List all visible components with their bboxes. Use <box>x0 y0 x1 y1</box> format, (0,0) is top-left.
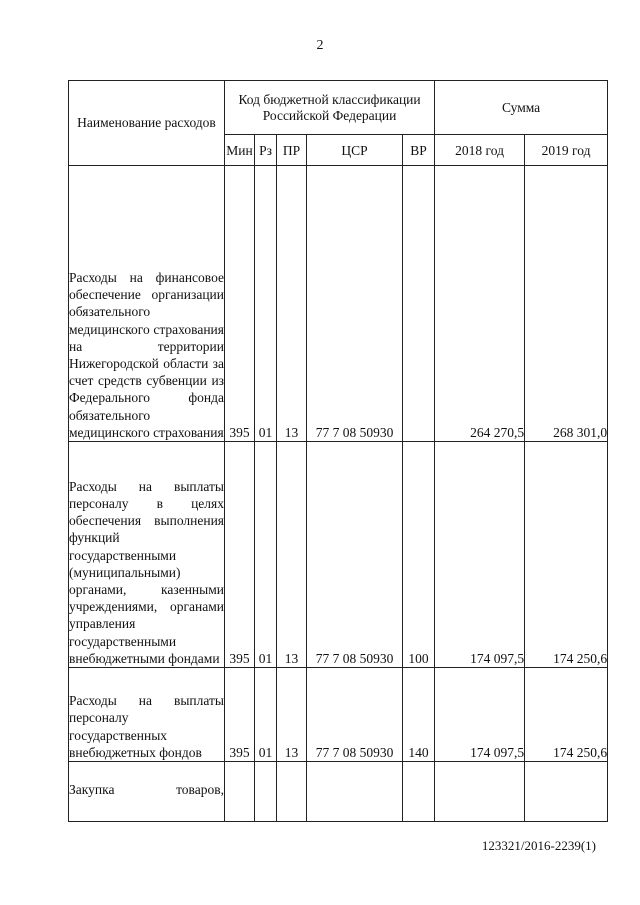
header-2018: 2018 год <box>435 135 525 166</box>
row-vr <box>403 166 435 442</box>
header-rz: Рз <box>255 135 277 166</box>
row-min <box>225 762 255 822</box>
row-vr <box>403 762 435 822</box>
header-sum-group: Сумма <box>435 81 608 135</box>
header-code-group: Код бюджетной классификации Российской Федерации <box>225 81 435 135</box>
row-vr: 100 <box>403 442 435 668</box>
row-vr: 140 <box>403 668 435 762</box>
budget-table <box>68 80 608 822</box>
row-rz: 01 <box>255 166 277 442</box>
row-min: 395 <box>225 166 255 442</box>
row-pr: 13 <box>277 166 307 442</box>
header-vr: ВР <box>403 135 435 166</box>
row-pr <box>277 762 307 822</box>
document-footer-code: 123321/2016-2239(1) <box>481 838 596 853</box>
header-min: Мин <box>225 135 255 166</box>
table-row <box>69 166 608 442</box>
row-2018: 174 097,5 <box>435 442 525 668</box>
row-min: 395 <box>225 442 255 668</box>
row-csr: 77 7 08 50930 <box>307 442 403 668</box>
row-name: Закупка товаров, <box>69 762 225 822</box>
row-2019: 174 250,6 <box>525 668 608 762</box>
row-2018 <box>435 762 525 822</box>
page-number: 2 <box>316 38 324 53</box>
row-rz: 01 <box>255 442 277 668</box>
table-row <box>69 762 608 822</box>
row-pr: 13 <box>277 442 307 668</box>
header-2019: 2019 год <box>525 135 608 166</box>
row-csr: 77 7 08 50930 <box>307 668 403 762</box>
row-2019 <box>525 762 608 822</box>
row-rz <box>255 762 277 822</box>
table-row <box>69 442 608 668</box>
row-csr: 77 7 08 50930 <box>307 166 403 442</box>
row-min: 395 <box>225 668 255 762</box>
row-2019: 268 301,0 <box>525 166 608 442</box>
header-pr: ПР <box>277 135 307 166</box>
table-row <box>69 668 608 762</box>
row-rz: 01 <box>255 668 277 762</box>
row-name: Расходы на выплаты персоналу в целях обеспечения выполнения функций государственными (муниципальными) органами, казенными учреждениями, органами управления государственными внебюджетными фондами <box>69 442 225 668</box>
header-csr: ЦСР <box>307 135 403 166</box>
row-csr <box>307 762 403 822</box>
row-name: Расходы на финансовое обеспечение организации обязательного медицинского страхования на территории Нижегородской области за счет средств субвенции из Федерального фонда обязательного медицинского страхования <box>69 166 225 442</box>
header-name: Наименование расходов <box>69 81 225 166</box>
row-2019: 174 250,6 <box>525 442 608 668</box>
row-2018: 264 270,5 <box>435 166 525 442</box>
row-pr: 13 <box>277 668 307 762</box>
row-name: Расходы на выплаты персоналу государственных внебюджетных фондов <box>69 668 225 762</box>
row-2018: 174 097,5 <box>435 668 525 762</box>
